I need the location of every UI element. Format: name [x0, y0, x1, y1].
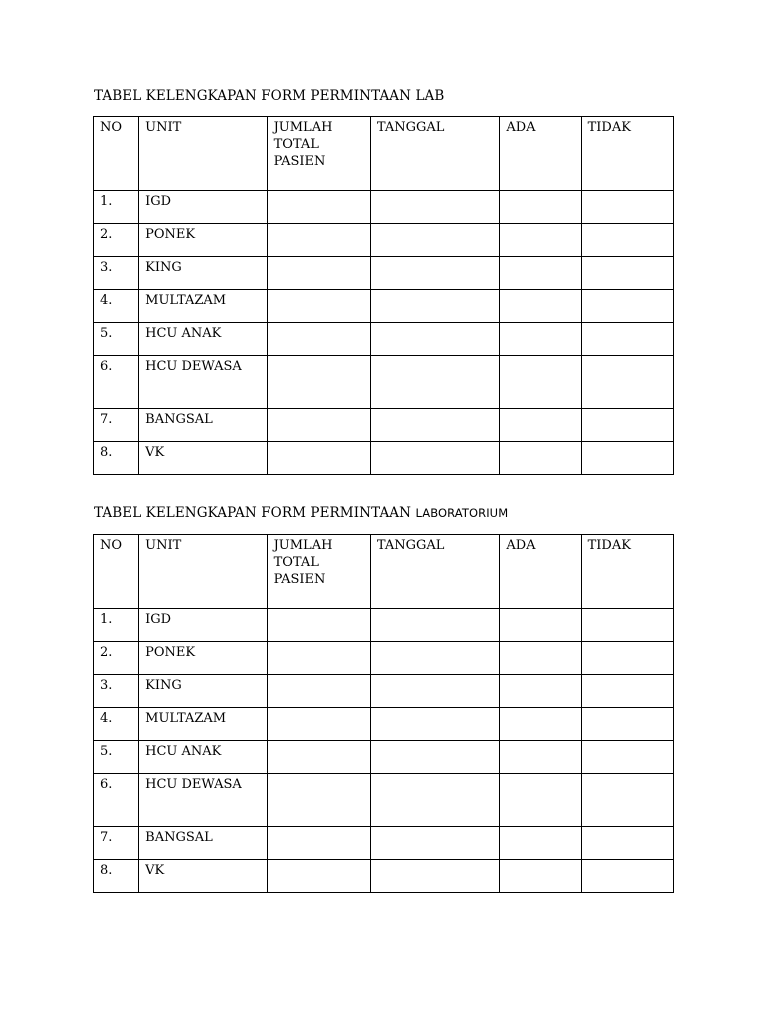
cell-tidak [581, 675, 673, 708]
table-header-row [94, 535, 674, 609]
cell-jumlah [267, 290, 370, 323]
header-pasien-line: PASIEN [273, 154, 326, 169]
cell-ada [500, 257, 581, 290]
cell-unit: MULTAZAM [139, 708, 267, 741]
cell-ada [500, 323, 581, 356]
cell-no: 6. [94, 774, 139, 827]
cell-unit: HCU ANAK [139, 323, 267, 356]
cell-jumlah [267, 356, 370, 409]
cell-jumlah [267, 442, 370, 475]
cell-jumlah [267, 191, 370, 224]
cell-jumlah [267, 609, 370, 642]
cell-tanggal [370, 860, 499, 893]
cell-tidak [581, 290, 673, 323]
header-jumlah-total-pasien [267, 117, 370, 191]
cell-no: 5. [94, 323, 139, 356]
cell-jumlah [267, 675, 370, 708]
cell-no: 3. [94, 675, 139, 708]
cell-tidak [581, 323, 673, 356]
table-row [94, 774, 674, 827]
cell-ada [500, 442, 581, 475]
cell-ada [500, 609, 581, 642]
table-row [94, 827, 674, 860]
header-pasien-line: PASIEN [273, 572, 326, 587]
header-no: NO [94, 535, 139, 609]
cell-jumlah [267, 257, 370, 290]
table-2-title [94, 505, 508, 521]
cell-tanggal [370, 827, 499, 860]
header-tanggal: TANGGAL [370, 117, 499, 191]
cell-unit: KING [139, 675, 267, 708]
form-table-1 [93, 116, 674, 475]
cell-no: 7. [94, 409, 139, 442]
cell-unit: VK [139, 860, 267, 893]
table-row [94, 290, 674, 323]
cell-tidak [581, 774, 673, 827]
header-ada: ADA [500, 117, 581, 191]
table-1-title-text: TABEL KELENGKAPAN FORM PERMINTAAN LAB [94, 88, 445, 104]
header-ada: ADA [500, 535, 581, 609]
cell-ada [500, 741, 581, 774]
table-row [94, 409, 674, 442]
cell-unit: HCU DEWASA [139, 774, 267, 827]
cell-ada [500, 356, 581, 409]
cell-jumlah [267, 409, 370, 442]
table-row [94, 356, 674, 409]
cell-ada [500, 774, 581, 827]
header-tanggal: TANGGAL [370, 535, 499, 609]
header-total-line: TOTAL [273, 555, 319, 570]
cell-tidak [581, 741, 673, 774]
header-jumlah-line: JUMLAH [273, 538, 333, 553]
table-row [94, 191, 674, 224]
cell-unit: IGD [139, 191, 267, 224]
table-2-title-suffix: LABORATORIUM [415, 506, 509, 520]
cell-tanggal [370, 642, 499, 675]
table-1-title [94, 88, 444, 104]
cell-tanggal [370, 708, 499, 741]
cell-tanggal [370, 356, 499, 409]
cell-tidak [581, 442, 673, 475]
cell-ada [500, 675, 581, 708]
cell-unit: IGD [139, 609, 267, 642]
cell-ada [500, 224, 581, 257]
cell-jumlah [267, 323, 370, 356]
cell-unit: BANGSAL [139, 409, 267, 442]
cell-tanggal [370, 741, 499, 774]
cell-no: 4. [94, 708, 139, 741]
cell-tanggal [370, 774, 499, 827]
header-tidak: TIDAK [581, 117, 673, 191]
cell-ada [500, 827, 581, 860]
cell-unit: BANGSAL [139, 827, 267, 860]
cell-no: 5. [94, 741, 139, 774]
header-jumlah-total-pasien [267, 535, 370, 609]
cell-ada [500, 409, 581, 442]
cell-tidak [581, 409, 673, 442]
cell-tidak [581, 827, 673, 860]
cell-ada [500, 290, 581, 323]
cell-ada [500, 708, 581, 741]
cell-tanggal [370, 442, 499, 475]
header-unit: UNIT [139, 535, 267, 609]
cell-jumlah [267, 741, 370, 774]
cell-ada [500, 860, 581, 893]
cell-no: 7. [94, 827, 139, 860]
cell-jumlah [267, 860, 370, 893]
table-row [94, 860, 674, 893]
cell-tidak [581, 609, 673, 642]
cell-no: 2. [94, 224, 139, 257]
cell-tidak [581, 642, 673, 675]
header-jumlah-line: JUMLAH [273, 120, 333, 135]
cell-no: 6. [94, 356, 139, 409]
cell-tidak [581, 708, 673, 741]
cell-tanggal [370, 675, 499, 708]
cell-jumlah [267, 642, 370, 675]
cell-no: 8. [94, 860, 139, 893]
table-row [94, 675, 674, 708]
cell-ada [500, 191, 581, 224]
cell-unit: VK [139, 442, 267, 475]
cell-no: 4. [94, 290, 139, 323]
table-row [94, 708, 674, 741]
table-header-row [94, 117, 674, 191]
cell-tanggal [370, 257, 499, 290]
header-tidak: TIDAK [581, 535, 673, 609]
table-row [94, 642, 674, 675]
cell-tidak [581, 356, 673, 409]
table-row [94, 257, 674, 290]
cell-no: 1. [94, 609, 139, 642]
cell-tanggal [370, 224, 499, 257]
header-total-line: TOTAL [273, 137, 319, 152]
cell-tanggal [370, 323, 499, 356]
form-table-2 [93, 534, 674, 893]
cell-tidak [581, 191, 673, 224]
cell-unit: HCU DEWASA [139, 356, 267, 409]
cell-tanggal [370, 409, 499, 442]
cell-ada [500, 642, 581, 675]
cell-jumlah [267, 224, 370, 257]
cell-no: 1. [94, 191, 139, 224]
cell-unit: HCU ANAK [139, 741, 267, 774]
cell-tanggal [370, 290, 499, 323]
header-unit: UNIT [139, 117, 267, 191]
cell-jumlah [267, 827, 370, 860]
table-row [94, 609, 674, 642]
cell-unit: PONEK [139, 642, 267, 675]
header-no: NO [94, 117, 139, 191]
cell-tidak [581, 224, 673, 257]
table-row [94, 224, 674, 257]
cell-jumlah [267, 774, 370, 827]
cell-no: 3. [94, 257, 139, 290]
cell-tidak [581, 860, 673, 893]
cell-tidak [581, 257, 673, 290]
table-row [94, 323, 674, 356]
cell-tanggal [370, 609, 499, 642]
table-row [94, 442, 674, 475]
cell-unit: KING [139, 257, 267, 290]
cell-unit: PONEK [139, 224, 267, 257]
cell-no: 8. [94, 442, 139, 475]
table-row [94, 741, 674, 774]
cell-jumlah [267, 708, 370, 741]
cell-tanggal [370, 191, 499, 224]
cell-unit: MULTAZAM [139, 290, 267, 323]
cell-no: 2. [94, 642, 139, 675]
table-2-title-text: TABEL KELENGKAPAN FORM PERMINTAAN [94, 505, 416, 521]
